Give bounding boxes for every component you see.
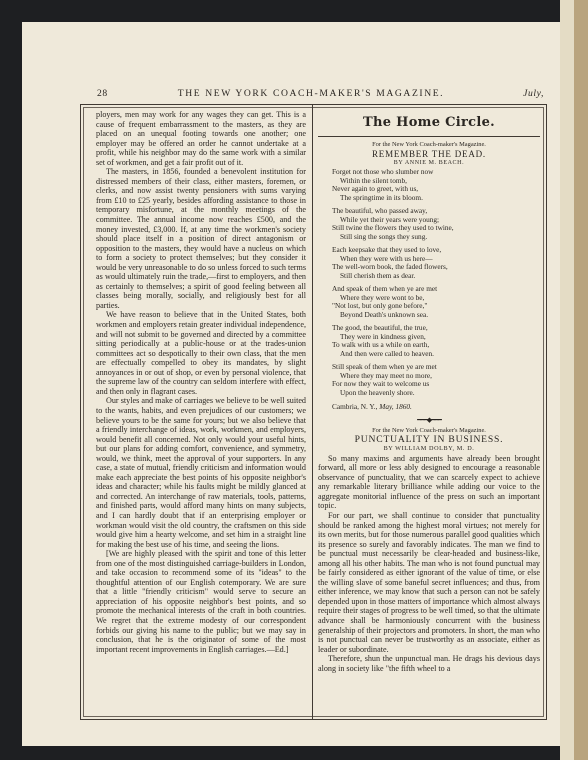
binding-edge [574, 0, 588, 760]
poem-line: Where they were wont to be, [340, 292, 425, 302]
page-number: 28 [97, 88, 108, 99]
paragraph: For our part, we shall continue to consider that punctuality should be ranked among the highest moral virtues; not merely for its own merits, but for those numerous parallel good qualities which its presence so surely and favorably indicates. The man we find to be punctual must necessarily be clear-headed and business-like, among all his other habits. The man who is not found punctual may be fairly considered as either ignorant of the value of time, or else the willing slave of some baneful secret influences; and thus, from either inference, we may know that such a person can not be safely depended upon in those matters of importance which almost always require their stages of progress to be well timed, so that the ultimate advance shall be harmoniously concurrent with the business generalship of their projectors and promoters. In short, the man who is not punctual can never be trustworthy as an associate, either as leader or subordinate. [318, 511, 540, 654]
poem-line: For now they wait to welcome us [332, 379, 430, 389]
article-title: PUNCTUALITY IN BUSINESS. [354, 433, 504, 445]
poem-stanza [332, 285, 540, 319]
poem-line: Within the silent tomb, [340, 175, 407, 185]
poem-line: Each keepsake that they used to love, [332, 245, 442, 255]
magazine-title: THE NEW YORK COACH-MAKER'S MAGAZINE. [177, 88, 445, 99]
poem-line: The well-worn book, the faded flowers, [332, 262, 448, 272]
poem-line: While yet their years were young; [340, 214, 440, 224]
editor-note: [We are highly pleased with the spirit and tone of this letter from one of the most distinguished carriage-builders in London, and take occasion to recommend some of its "ideas" to the thoughtful attention of our English cotemporary. We are sure that a little "friendly criticism" would serve to secure an appreciation of his opposite neighbor's best points, and so promote the mechanical interests of the craft in both countries. We regret that the extreme modesty of our correspondent forbids our giving his name to the public; but we may say in conclusion, that he is the originator of some of the most important recent improvements in English carriages.—Ed.] [96, 549, 306, 654]
poem-title: REMEMBER THE DEAD. [372, 148, 486, 159]
article-byline: BY WILLIAM DOLBY, M. D. [383, 445, 475, 453]
poem-source: For the New York Coach-maker's Magazine. [372, 140, 486, 148]
poem-line: Where they may meet no more, [340, 370, 432, 380]
right-column [318, 112, 540, 673]
poem-stanza [332, 363, 540, 397]
paragraph: The masters, in 1856, founded a benevolent institution for distressed members of their class, either masters, foremen, or clerks, and now assist twenty pensioners with sums varying from £10 to £25 yearly, besides affording assistance to those in temporary misfortune, at the monthly meetings of the committee. The annual income now reaches £500, and the money invested, £3,000. If, at any time the workmen's society should place itself in a position of direct antagonism or opposition to the masters, they would have a nucleus on which to form a society to protect themselves; but they consider it would be very unreasonable to do so unless forced to such terms as would ultimately ruin the trade,—first to employers, and then as certainly to themselves; a spirit of good feeling between all classes being morally, socially, and religiously best for all parties. [96, 167, 306, 310]
issue-month: July, [523, 88, 544, 99]
poem-line: Still sing the songs they sung. [340, 231, 428, 241]
signature-date: May, 1860. [379, 402, 412, 412]
book-spine [560, 0, 574, 760]
paragraph: Therefore, shun the unpunctual man. He drags his devious days along in society like "the fifth wheel to a [318, 654, 540, 673]
poem-line: And then were called to heaven. [340, 348, 435, 358]
poem-stanzas [318, 168, 540, 397]
left-column [96, 110, 306, 654]
poem-stanza [332, 324, 540, 358]
poem-stanza [332, 207, 540, 241]
poem-byline: BY ANNIE M. BEACH. [393, 159, 465, 166]
poem-line: Forget not those who slumber now [332, 167, 434, 177]
article-body [318, 454, 540, 674]
poem-line: Still twine the flowers they used to twine, [332, 223, 454, 233]
poem-line: Never again to greet, with us, [332, 184, 419, 194]
poem-line: The beautiful, who passed away, [332, 206, 428, 216]
poem-line: Still speak of them when ye are met [332, 362, 437, 372]
poem-line: Upon the heavenly shore. [340, 387, 415, 397]
running-header [80, 88, 542, 102]
poem-line: Still cherish them as dear. [340, 270, 416, 280]
section-rule [318, 136, 540, 137]
poem-line: When they were with us here— [340, 253, 433, 263]
poem-line: The springtime in its bloom. [340, 192, 423, 202]
poem-line: To walk with us a while on earth, [332, 340, 430, 350]
column-divider [312, 104, 313, 720]
poem-line: The good, the beautiful, the true, [332, 323, 428, 333]
ornament-divider: ━━━◆━━━ [417, 415, 441, 424]
section-title: The Home Circle. [362, 115, 495, 130]
article-source: For the New York Coach-maker's Magazine. [372, 426, 486, 434]
poem-stanza [332, 246, 540, 280]
paragraph: Our styles and make of carriages we believe to be well suited to the wants, habits, and even prejudices of our customers; we believe yours to be the same for yours; but we also believe that a friendly interchange of ideas, work, workmen, and employers, would benefit all concerned. Not only would your useful hints, but our plans for adding comfort, convenience, and symmetry, would, we think, meet the approval of your supporters. In any case, a state of mutual, friendly criticism and information would make each appreciate the best points of his opposite neighbor's ideas and character; while his faults might be mildly glanced at and corrected. An interchange of raw materials, tools, patterns, and finished parts, would afford many hints on many subjects, and I can hardly doubt that if an enterprising employer or workman would visit the old country, the craftsmen on this side would give him a hearty welcome, and set him in a straight line for making the best use of his time, and seeing the lions. [96, 396, 306, 549]
poem-signature [332, 402, 540, 412]
poem-line: "Not lost, but only gone before," [332, 301, 428, 311]
poem-stanza [332, 168, 540, 202]
paragraph: So many maxims and arguments have already been brought forward, all more or less ably designed to encourage a reasonable observance of punctuality, that we can scarcely expect to achieve any remarkable literary brilliance while adding our voice to the aggregate monitorial influence of the press on such an important topic. [318, 453, 540, 511]
poem-line: Beyond Death's unknown sea. [340, 309, 429, 319]
paragraph: ployers, men may work for any wages they can get. This is a cause of frequent embarrassment to the masters, as they are placed on an unequal footing towards one another; one employer may be offered an order he cannot undertake at a profit, while his neighbor may do the same work with a similar set of workmen, and get a fair profit out of it. [96, 110, 306, 167]
paragraph: We have reason to believe that in the United States, both workmen and employers retain greater individual independence, and will not submit to be governed and directed by a committee sitting periodically at a public-house or at the trades-union committees act so despotically to their own class, that the men are effectually compelled to obey its mandates, by slight annoyances in or out of shop, or even by personal violence, that the supreme law of the country can seldom interfere with effect, and then only in flagrant cases. [96, 310, 306, 396]
poem-line: They were in kindness given, [340, 331, 426, 341]
poem-line: And speak of them when ye are met [332, 284, 438, 294]
signature-place: Cambria, N. Y., [332, 402, 378, 412]
